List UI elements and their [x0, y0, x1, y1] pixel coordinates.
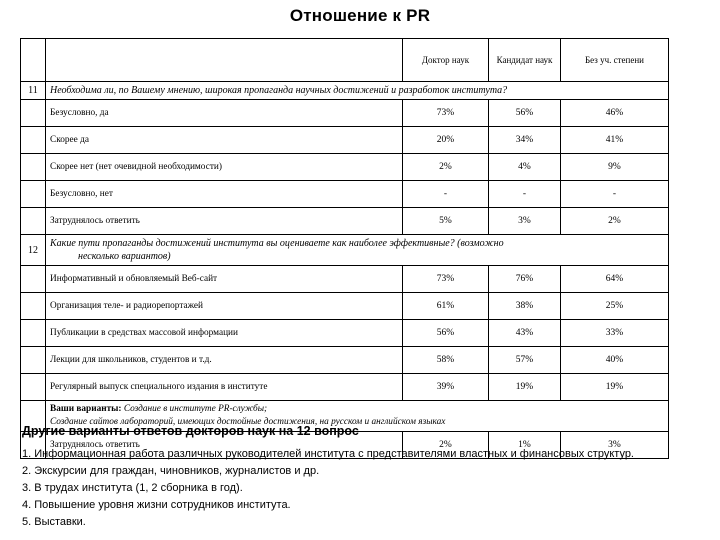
value-doctor: 5% — [403, 208, 489, 235]
answer-label: Скорее нет (нет очевидной необходимости) — [46, 154, 403, 181]
table-row — [21, 266, 669, 293]
question-row — [21, 235, 669, 266]
value-doctor: 73% — [403, 100, 489, 127]
table-row — [21, 100, 669, 127]
value-candidate: 57% — [489, 347, 561, 374]
row-spacer — [21, 320, 46, 347]
answer-label: Публикации в средствах массовой информации — [46, 320, 403, 347]
answer-label: Лекции для школьников, студентов и т.д. — [46, 347, 403, 374]
header-corner-label — [46, 39, 403, 82]
value-no-degree: 2% — [561, 208, 669, 235]
value-doctor: 58% — [403, 347, 489, 374]
value-no-degree: 3% — [561, 432, 669, 459]
table-row — [21, 181, 669, 208]
row-spacer — [21, 127, 46, 154]
value-candidate: 38% — [489, 293, 561, 320]
value-candidate: 3% — [489, 208, 561, 235]
value-doctor: 73% — [403, 266, 489, 293]
value-candidate: - — [489, 181, 561, 208]
value-candidate: 19% — [489, 374, 561, 401]
list-item: 3. В трудах института (1, 2 сборника в год). — [22, 482, 243, 494]
answer-label: Безусловно, нет — [46, 181, 403, 208]
table-row — [21, 293, 669, 320]
header-column-doctor: Доктор наук — [403, 39, 489, 82]
survey-results-table — [20, 38, 669, 459]
question-text-line1: Необходима ли, по Вашему мнению, широкая пропаганда научных достижений и разработок института? — [50, 85, 508, 96]
value-candidate: 34% — [489, 127, 561, 154]
own-variants-label: Ваши варианты: — [50, 404, 122, 414]
row-spacer — [21, 208, 46, 235]
table-row — [21, 320, 669, 347]
footer-heading: Другие варианты ответов докторов наук на 12 вопрос — [22, 424, 359, 438]
row-spacer — [21, 293, 46, 320]
question-number: 12 — [21, 235, 46, 266]
list-item: 4. Повышение уровня жизни сотрудников института. — [22, 499, 291, 511]
value-no-degree: 19% — [561, 374, 669, 401]
value-no-degree: 9% — [561, 154, 669, 181]
question-text — [46, 82, 669, 100]
answer-label: Регулярный выпуск специального издания в институте — [46, 374, 403, 401]
value-doctor: 20% — [403, 127, 489, 154]
footer-answer-list — [22, 446, 712, 531]
row-spacer — [21, 154, 46, 181]
value-candidate: 4% — [489, 154, 561, 181]
value-candidate: 1% — [489, 432, 561, 459]
answer-label: Информативный и обновляемый Веб-сайт — [46, 266, 403, 293]
value-no-degree: - — [561, 181, 669, 208]
list-item: 2. Экскурсии для граждан, чиновников, журналистов и др. — [22, 465, 320, 477]
own-variants-line2: Создание сайтов лабораторий, имеющих достойные достижения, на русском и английском языках — [50, 417, 446, 427]
page-title: Отношение к PR — [289, 6, 431, 25]
question-text-line1: Какие пути пропаганды достижений института вы оцениваете как наиболее эффективные? (возможно — [50, 238, 504, 249]
value-doctor: 56% — [403, 320, 489, 347]
list-item: 1. Информационная работа различных руководителей института с представителями властных и финансовых структур. — [22, 448, 634, 460]
table-row — [21, 154, 669, 181]
table-row — [21, 347, 669, 374]
value-no-degree: 40% — [561, 347, 669, 374]
value-no-degree: 64% — [561, 266, 669, 293]
own-variants-line1: Создание в институте PR-службы; — [123, 404, 268, 414]
value-doctor: 2% — [403, 432, 489, 459]
table-header-row — [21, 39, 669, 82]
value-doctor: - — [403, 181, 489, 208]
answer-label: Скорее да — [46, 127, 403, 154]
answer-label: Затруднялось ответить — [46, 432, 403, 459]
row-spacer — [21, 181, 46, 208]
value-candidate: 76% — [489, 266, 561, 293]
header-corner-number — [21, 39, 46, 82]
value-no-degree: 46% — [561, 100, 669, 127]
value-no-degree: 41% — [561, 127, 669, 154]
row-spacer — [21, 374, 46, 401]
answer-label: Организация теле- и радиорепортажей — [46, 293, 403, 320]
value-doctor: 39% — [403, 374, 489, 401]
question-row — [21, 82, 669, 100]
table-row — [21, 208, 669, 235]
question-text — [46, 235, 669, 266]
answer-label: Затруднялось ответить — [46, 208, 403, 235]
value-no-degree: 25% — [561, 293, 669, 320]
row-spacer — [21, 266, 46, 293]
answer-label: Безусловно, да — [46, 100, 403, 127]
row-spacer — [21, 100, 46, 127]
question-text-line2: несколько вариантов) — [78, 251, 171, 262]
value-doctor: 61% — [403, 293, 489, 320]
value-candidate: 43% — [489, 320, 561, 347]
value-doctor: 2% — [403, 154, 489, 181]
value-no-degree: 33% — [561, 320, 669, 347]
table-row — [21, 127, 669, 154]
header-column-candidate: Кандидат наук — [489, 39, 561, 82]
list-item: 5. Выставки. — [22, 516, 86, 528]
question-number: 11 — [21, 82, 46, 100]
value-candidate: 56% — [489, 100, 561, 127]
row-spacer — [21, 347, 46, 374]
table-row — [21, 374, 669, 401]
header-column-no-degree: Без уч. степени — [561, 39, 669, 82]
